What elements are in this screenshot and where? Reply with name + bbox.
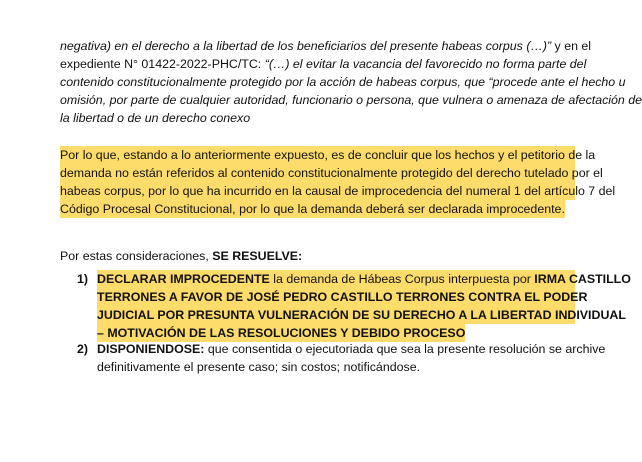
paragraph-line	[97, 340, 606, 358]
text-span: y en el	[551, 39, 592, 53]
quote-text: “(…) el evitar la vacancia del favorecido no forma parte del	[264, 57, 587, 71]
text-span: que consentida o ejecutoriada que sea la presente resolución se archive	[204, 342, 606, 356]
paragraph-line: omisión, por parte de cualquier autoridad, funcionario o persona, que vulnera o amenaza de afectación de	[60, 93, 642, 107]
highlighted-line: Por lo que, estando a lo anteriormente expuesto, es de concluir que los hechos y el petitorio de la	[60, 148, 596, 162]
paragraph-line: definitivamente el presente caso; sin costos; notificándose.	[97, 360, 421, 374]
item-number: 1)	[77, 272, 89, 286]
item-body	[97, 340, 606, 376]
ruling-keyword: DISPONIENDOSE:	[97, 342, 205, 356]
quote-paragraph	[60, 37, 642, 127]
paragraph-line	[60, 55, 587, 73]
highlighted-line: habeas corpus, por lo que ha incurrido en la causal de improcedencia del numeral 1 del artículo 7 del	[60, 184, 616, 198]
resolves-heading: SE RESUELVE:	[212, 249, 303, 263]
item-number: 2)	[77, 342, 89, 356]
paragraph-line: la libertad o de un derecho conexo	[60, 111, 251, 125]
case-reference: expediente N° 01422-2022-PHC/TC:	[60, 57, 265, 71]
paragraph-line	[60, 37, 592, 55]
highlighted-line: JUDICIAL POR PRESUNTA VULNERACIÓN DE SU DERECHO A LA LIBERTAD INDIVIDUAL	[97, 308, 626, 322]
plaintiff-name: IRMA CASTILLO	[534, 272, 631, 286]
paragraph-line	[60, 200, 575, 218]
conclusion-paragraph	[60, 146, 616, 218]
highlighted-line	[97, 270, 631, 288]
resolution-intro	[60, 247, 575, 265]
paragraph-line	[60, 247, 575, 265]
highlighted-text: Código Procesal Constitucional, por lo que la demanda deberá ser declarada improcedente.	[60, 202, 565, 216]
quote-text: negativa) en el derecho a la libertad de los beneficiarios del presente habeas corpus (…)”	[60, 39, 552, 53]
intro-text: Por estas consideraciones,	[60, 249, 213, 263]
paragraph-line: contenido constitucionalmente protegido por la acción de habeas corpus, que “procede ante el hecho u	[60, 75, 626, 89]
item-body	[97, 270, 631, 342]
ruling-keyword: DECLARAR IMPROCEDENTE	[97, 272, 270, 286]
highlighted-text: – MOTIVACIÓN DE LAS RESOLUCIONES Y DEBIDO PROCESO	[97, 326, 466, 340]
text-span: la demanda de Hábeas Corpus interpuesta por	[269, 272, 535, 286]
highlighted-line: demanda no están referidos al contenido constitucionalmente protegido del derecho tutelado por el	[60, 166, 603, 180]
highlighted-line: TERRONES A FAVOR DE JOSÉ PEDRO CASTILLO TERRONES CONTRA EL PODER	[97, 290, 588, 304]
